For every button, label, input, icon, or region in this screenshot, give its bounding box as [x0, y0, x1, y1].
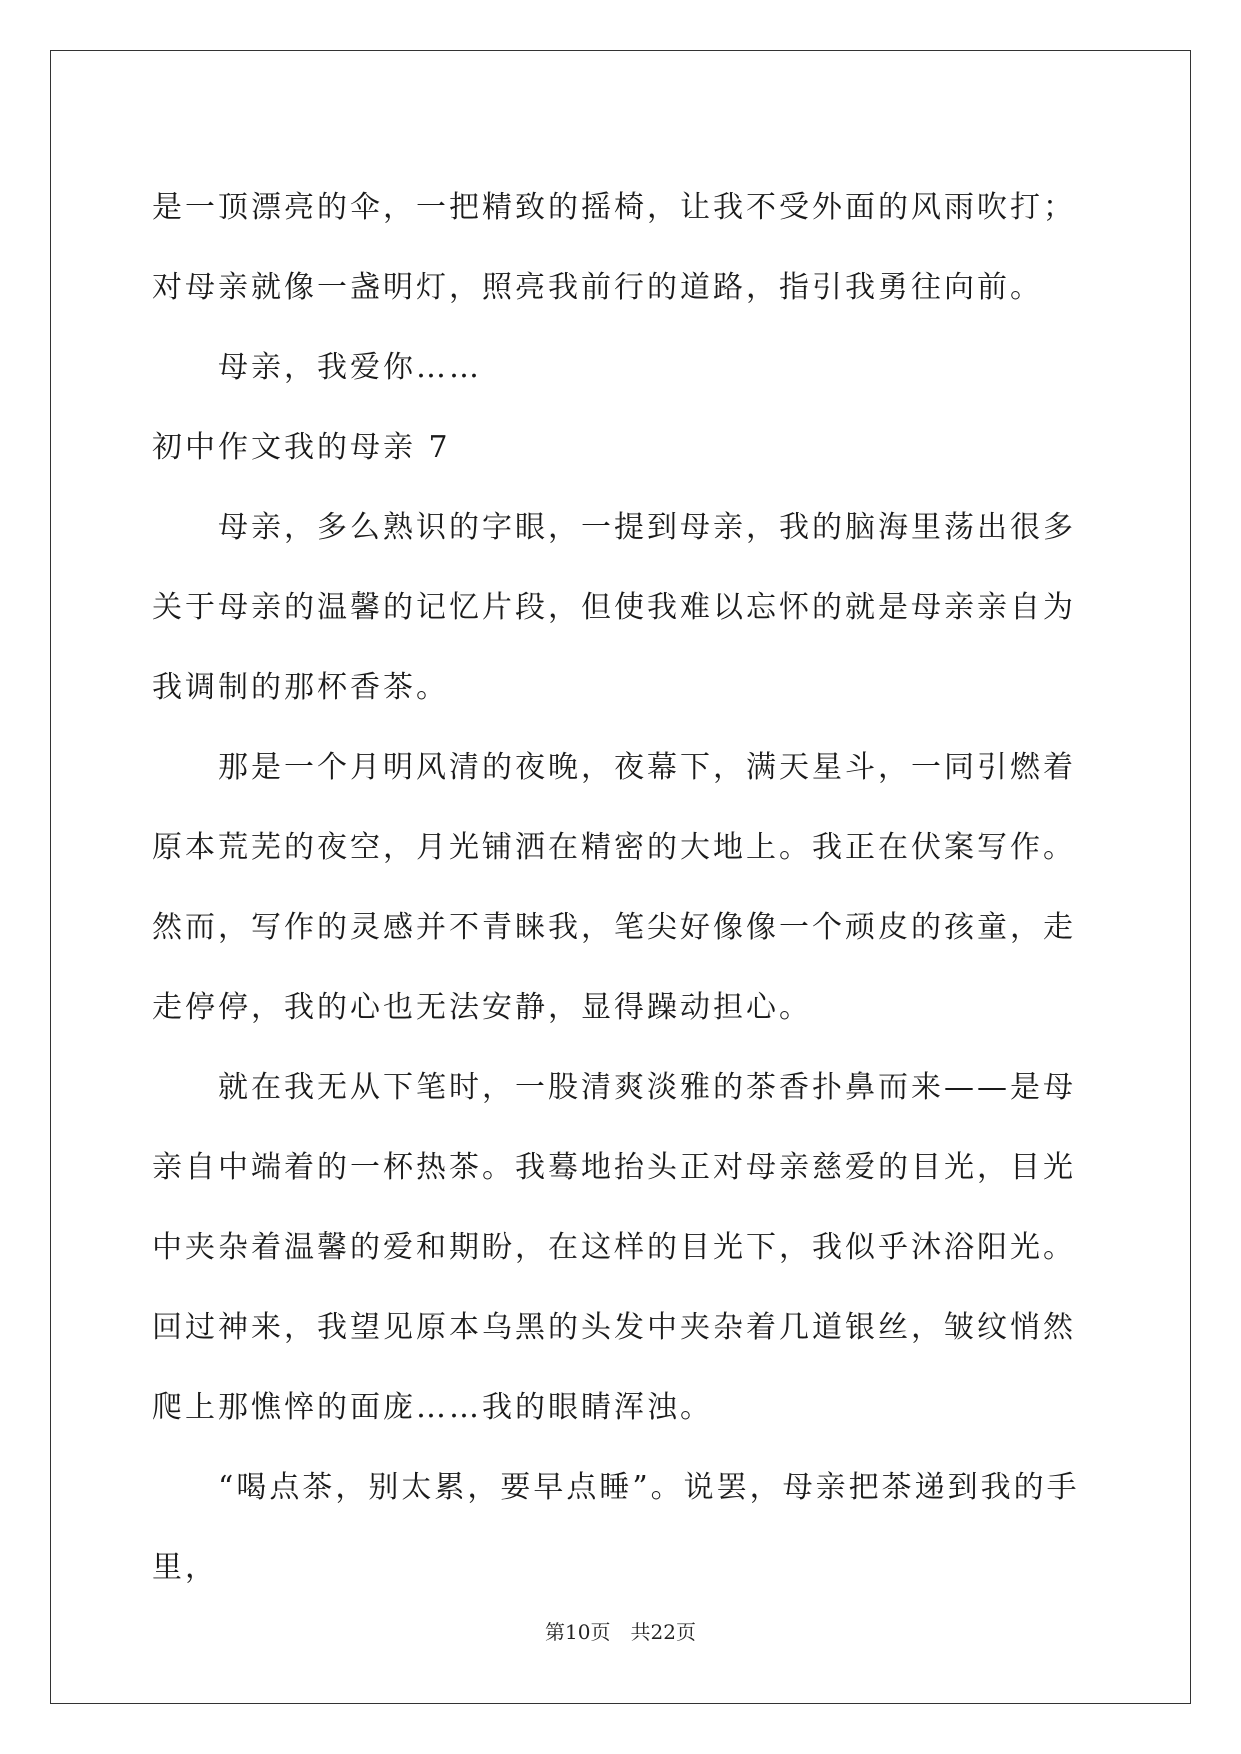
- paragraph-continuation: 是一顶漂亮的伞，一把精致的摇椅，让我不受外面的风雨吹打；对母亲就像一盏明灯，照亮我前行的道路，指引我勇往向前。: [152, 190, 1076, 305]
- paragraph-love-you: 母亲，我爱你……: [218, 350, 482, 385]
- paragraph-intro: 母亲，多么熟识的字眼，一提到母亲，我的脑海里荡出很多关于母亲的温馨的记忆片段，但使我难以忘怀的就是母亲亲自为我调制的那杯香茶。: [152, 510, 1076, 705]
- page-number-footer: 第10页 共22页: [545, 1620, 696, 1644]
- paragraph-night: 那是一个月明风清的夜晚，夜幕下，满天星斗，一同引燃着原本荒芜的夜空，月光铺洒在精密的大地上。我正在伏案写作。然而，写作的灵感并不青睐我，笔尖好像像一个顽皮的孩童，走走停停，我的心也无法安静，显得躁动担心。: [152, 750, 1076, 1025]
- paragraph-dialogue: “喝点茶，别太累，要早点睡”。说罢，母亲把茶递到我的手里，: [152, 1470, 1080, 1585]
- paragraph-tea: 就在我无从下笔时，一股清爽淡雅的茶香扑鼻而来——是母亲自中端着的一杯热茶。我蓦地抬头正对母亲慈爱的目光，目光中夹杂着温馨的爱和期盼，在这样的目光下，我似乎沐浴阳光。回过神来，我望见原本乌黑的头发中夹杂着几道银丝，皱纹悄然爬上那憔悴的面庞……我的眼睛浑浊。: [152, 1070, 1076, 1425]
- essay-title: 初中作文我的母亲 7: [152, 430, 451, 465]
- document-body: [152, 168, 1092, 1608]
